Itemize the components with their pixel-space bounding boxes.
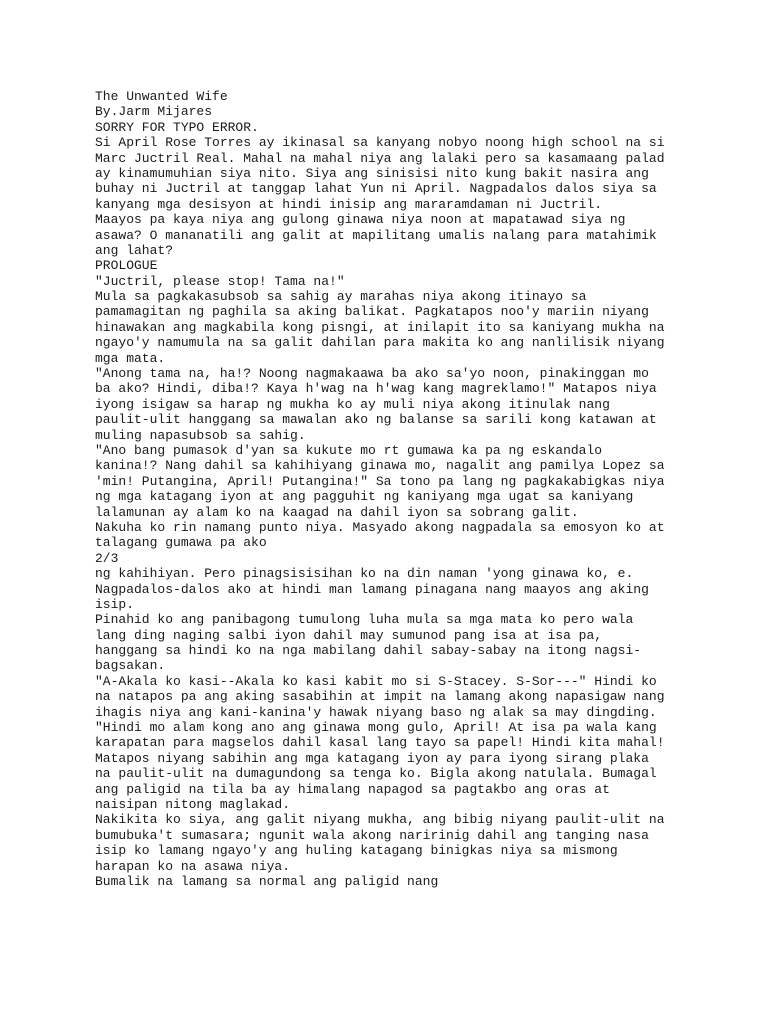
text-line: bagsakan. (95, 658, 166, 674)
text-line: na paulit-ulit na dumagundong sa tenga ko. Bigla akong natulala. Bumagal (95, 766, 657, 782)
text-line: isip ko lamang ngayo'y ang huling katagang binigkas niya sa mismong (95, 843, 618, 859)
document-title: The Unwanted Wife (95, 89, 228, 104)
text-line: naisipan nitong maglakad. (95, 796, 291, 812)
text-line: 2/3 (95, 550, 119, 566)
text-line: buhay ni Juctril at tanggap lahat Yun ni April. Nagpadalos dalos siya sa (95, 181, 657, 197)
text-line: bumubuka't sumasara; ngunit wala akong naririnig dahil ang tanging nasa (95, 827, 649, 843)
text-line: Marc Juctril Real. Mahal na mahal niya ang lalaki pero sa kasamaang palad (95, 150, 665, 166)
text-line: lang ding naging salbi iyon dahil may sumunod pang isa at isa pa, (95, 627, 603, 643)
document-author: By.Jarm Mijares (95, 104, 213, 120)
text-line: ang paligid na tila ba ay himalang napagod sa pagtakbo ang oras at (95, 781, 610, 797)
text-line: ngayo'y namumula na sa galit dahilan para makita ko ang nanlilisik niyang (95, 335, 665, 351)
text-line: ng kahihiyan. Pero pinagsisisihan ko na din naman 'yong ginawa ko, e. (95, 566, 634, 582)
text-line: Mula sa pagkakasubsob sa sahig ay marahas niya akong itinayo sa (95, 289, 587, 305)
text-line: Pinahid ko ang panibagong tumulong luha mula sa mga mata ko pero wala (95, 612, 634, 628)
text-line: ay kinamumuhian siya nito. Siya ang sinisisi nito kung bakit nasira ang (95, 165, 649, 181)
text-line: lalamunan ay alam ko na kaagad na dahil iyon sa sobrang galit. (95, 504, 579, 520)
text-line: hanggang sa hindi ko na nga mabilang dahil sabay-sabay na itong nagsi- (95, 643, 642, 659)
text-line: ihagis niya ang kani-kanina'y hawak niyang baso ng alak sa may dingding. (95, 704, 657, 720)
text-line: Bumalik na lamang sa normal ang paligid nang (95, 873, 439, 889)
text-line: karapatan para magselos dahil kasal lang tayo sa papel! Hindi kita mahal! (95, 735, 665, 751)
text-line: Si April Rose Torres ay ikinasal sa kanyang nobyo noong high school na si (95, 135, 665, 151)
text-line: Matapos niyang sabihin ang mga katagang iyon ay para iyong sirang plaka (95, 750, 649, 766)
text-line: "Anong tama na, ha!? Noong nagmakaawa ba ako sa'yo noon, pinakinggan mo (95, 366, 649, 382)
text-line: ang lahat? (95, 242, 174, 258)
text-line: kanyang mga desisyon at hindi inisip ang mararamdaman ni Juctril. (95, 196, 603, 212)
document-page (95, 89, 715, 889)
text-line: Nakikita ko siya, ang galit niyang mukha, ang bibig niyang paulit-ulit na (95, 812, 665, 828)
text-line: Maayos pa kaya niya ang gulong ginawa niya noon at mapatawad siya ng (95, 212, 626, 228)
text-line: ba ako? Hindi, diba!? Kaya h'wag na h'wag kang magreklamo!" Matapos niya (95, 381, 657, 397)
text-line: muling napasubsob sa sahig. (95, 427, 306, 443)
text-line: paulit-ulit hanggang sa mawalan ako ng balanse sa sarili kong katawan at (95, 412, 657, 428)
text-line: "Ano bang pumasok d'yan sa kukute mo rt gumawa ka pa ng eskandalo (95, 442, 603, 458)
text-line: pamamagitan ng paghila sa aking balikat. Pagkatapos noo'y mariin niyang (95, 304, 649, 320)
text-line: kanina!? Nang dahil sa kahihiyang ginawa mo, nagalit ang pamilya Lopez sa (95, 458, 665, 474)
document-body (95, 120, 715, 890)
text-line: 'min! Putangina, April! Putangina!" Sa tono pa lang ng pagkakabigkas niya (95, 473, 665, 489)
text-line: na natapos pa ang aking sasabihin at impit na lamang akong napasigaw nang (95, 689, 665, 705)
text-line: ng mga katagang iyon at ang pagguhit ng kaniyang mga ugat sa kaniyang (95, 489, 634, 505)
text-line: "Hindi mo alam kong ano ang ginawa mong gulo, April! At isa pa wala kang (95, 720, 657, 736)
text-line: "Juctril, please stop! Tama na!" (95, 273, 345, 289)
text-line: Nakuha ko rin namang punto niya. Masyado akong nagpadala sa emosyon ko at (95, 519, 665, 535)
text-line: hinawakan ang magkabila kong pisngi, at inilapit ito sa kaniyang mukha na (95, 319, 665, 335)
text-line: SORRY FOR TYPO ERROR. (95, 119, 259, 135)
text-line: harapan ko na asawa niya. (95, 858, 291, 874)
text-line: asawa? O mananatili ang galit at mapilitang umalis nalang para matahimik (95, 227, 657, 243)
text-line: Nagpadalos-dalos ako at hindi man lamang pinagana nang maayos ang aking (95, 581, 649, 597)
text-line: iyong isigaw sa harap ng mukha ko ay muli niya akong itinulak nang (95, 396, 610, 412)
text-line: PROLOGUE (95, 258, 158, 274)
text-line: "A-Akala ko kasi--Akala ko kasi kabit mo si S-Stacey. S-Sor---" Hindi ko (95, 673, 657, 689)
text-line: isip. (95, 596, 135, 612)
text-line: mga mata. (95, 350, 166, 366)
text-line: talagang gumawa pa ako (95, 535, 267, 551)
